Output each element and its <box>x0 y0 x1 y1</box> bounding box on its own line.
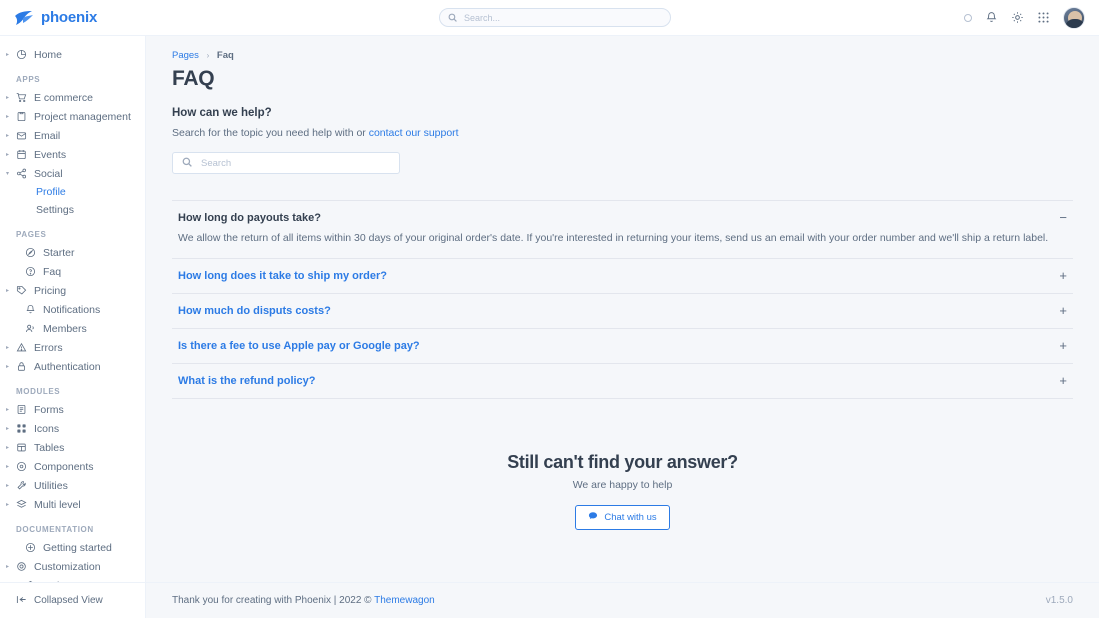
sidebar-item-icons[interactable] <box>0 419 145 438</box>
sidebar-item-customization[interactable] <box>0 557 145 576</box>
sidebar-item-label: Getting started <box>43 541 112 554</box>
faq-question[interactable]: How much do disputs costs? <box>178 304 331 317</box>
chat-with-us-button[interactable] <box>575 505 669 530</box>
collapsed-view-toggle[interactable] <box>0 582 145 618</box>
chevron-down-icon: ▾ <box>6 170 10 177</box>
sidebar-section-pages: PAGES <box>16 230 47 239</box>
sidebar-section-documentation: DOCUMENTATION <box>16 525 94 534</box>
sidebar-item-label: Icons <box>34 422 60 435</box>
nine-dots-grid-icon[interactable] <box>1037 11 1050 24</box>
gear-icon <box>16 561 27 572</box>
faq-question[interactable]: How long do payouts take? <box>178 212 322 224</box>
sidebar-item-label: Social <box>34 167 63 180</box>
chevron-right-icon: ▸ <box>6 113 10 120</box>
help-subtext-prefix: Search for the topic you need help with or <box>172 127 369 139</box>
faq-item <box>172 259 1073 294</box>
footer-text-wrap <box>172 595 435 606</box>
chevron-right-icon: ▸ <box>6 501 10 508</box>
sidebar-item-label: Utilities <box>34 479 68 492</box>
sidebar-item-label: Faq <box>43 265 62 278</box>
bell-icon <box>25 304 36 315</box>
chevron-right-icon: ▸ <box>6 151 10 158</box>
chevron-right-icon: ▸ <box>6 51 10 58</box>
sidebar-item-email[interactable] <box>0 126 145 145</box>
sidebar-item-label: Authentication <box>34 360 101 373</box>
avatar[interactable] <box>1063 7 1085 29</box>
faq-item <box>172 201 1073 259</box>
page-content <box>146 36 1099 582</box>
chevron-right-icon: ▸ <box>6 344 10 351</box>
sidebar-item-label: Events <box>34 148 67 161</box>
breadcrumb-separator-icon: › <box>206 51 210 60</box>
sidebar-item-components[interactable] <box>0 457 145 476</box>
sidebar-item-home[interactable] <box>0 45 145 64</box>
topnav-actions <box>964 7 1099 29</box>
sidebar-item-label: Settings <box>36 204 74 216</box>
sidebar-item-starter[interactable] <box>0 243 145 262</box>
clipboard-icon <box>16 111 27 122</box>
sidebar-item-project-management[interactable] <box>0 107 145 126</box>
sidebar-item-forms[interactable] <box>0 400 145 419</box>
search-icon <box>448 11 457 25</box>
collapse-icon <box>16 594 27 608</box>
collapsed-view-label: Collapsed View <box>34 595 103 606</box>
version-label: v1.5.0 <box>1045 595 1073 606</box>
search-icon <box>182 156 192 170</box>
sidebar-item-label: Multi level <box>34 498 81 511</box>
sidebar-item-settings[interactable] <box>0 201 145 219</box>
sidebar-item-label: Profile <box>36 186 66 198</box>
bell-icon[interactable] <box>985 11 998 24</box>
envelope-icon <box>16 130 27 141</box>
chat-with-us-label: Chat with us <box>604 511 657 523</box>
still-title: Still can't find your answer? <box>507 451 738 472</box>
sidebar-item-faq[interactable] <box>0 262 145 281</box>
chevron-right-icon: ▸ <box>6 287 10 294</box>
global-search[interactable] <box>439 8 671 27</box>
sidebar-item-label: Project management <box>34 110 131 123</box>
chat-bubble-icon <box>588 511 598 524</box>
footer-text: Thank you for creating with Phoenix | 2022 © <box>172 595 375 606</box>
chevron-right-icon: ▸ <box>6 94 10 101</box>
share-icon <box>16 168 27 179</box>
sidebar-item-getting-started[interactable] <box>0 538 145 557</box>
faq-toggle-icon[interactable]: + <box>1059 302 1067 318</box>
table-icon <box>16 442 27 453</box>
sidebar <box>0 36 146 618</box>
help-heading: How can we help? <box>172 107 272 119</box>
wrench-icon <box>16 480 27 491</box>
sidebar-item-e-commerce[interactable] <box>0 88 145 107</box>
chevron-right-icon: ▸ <box>6 463 10 470</box>
theme-toggle-icon[interactable] <box>964 14 972 22</box>
faq-toggle-icon[interactable]: + <box>1059 337 1067 353</box>
sidebar-item-members[interactable] <box>0 319 145 338</box>
sidebar-scroll <box>0 45 145 618</box>
faq-toggle-icon[interactable]: − <box>1059 210 1067 225</box>
topnav-search-area <box>146 8 964 27</box>
grid-icon <box>16 423 27 434</box>
people-icon <box>25 323 36 334</box>
brand[interactable] <box>0 9 146 26</box>
sidebar-item-label: Members <box>43 322 87 335</box>
page-title: FAQ <box>172 67 215 90</box>
sidebar-item-label: E commerce <box>34 91 93 104</box>
sidebar-item-label: Starter <box>43 246 75 259</box>
chevron-right-icon: ▸ <box>6 563 10 570</box>
faq-toggle-icon[interactable]: + <box>1059 372 1067 388</box>
sidebar-item-notifications[interactable] <box>0 300 145 319</box>
layers-icon <box>16 499 27 510</box>
sidebar-item-label: Email <box>34 129 61 142</box>
faq-item <box>172 364 1073 399</box>
chevron-right-icon: ▸ <box>6 406 10 413</box>
sidebar-item-pricing[interactable] <box>0 281 145 300</box>
main-area <box>146 36 1099 618</box>
chevron-right-icon: ▸ <box>6 132 10 139</box>
sidebar-item-errors[interactable] <box>0 338 145 357</box>
brand-name: phoenix <box>41 9 98 26</box>
help-subtext <box>172 127 1073 139</box>
form-icon <box>16 404 27 415</box>
sidebar-section-apps: APPS <box>16 75 41 84</box>
warning-triangle-icon <box>16 342 27 353</box>
pie-chart-icon <box>16 49 27 60</box>
faq-answer: We allow the return of all items within 30 days of your original order's date. If you're interested in returning your items, send us an email with your order number and we'll ship a return label. <box>178 232 1049 244</box>
faq-search-input[interactable] <box>199 157 390 170</box>
faq-item <box>172 294 1073 329</box>
faq-toggle-icon[interactable]: + <box>1059 267 1067 283</box>
still-need-help-section <box>172 452 1073 530</box>
question-circle-icon <box>25 266 36 277</box>
calendar-icon <box>16 149 27 160</box>
search-input[interactable] <box>462 12 662 24</box>
sidebar-item-events[interactable] <box>0 145 145 164</box>
breadcrumb-current: Faq <box>216 50 234 61</box>
breadcrumb <box>172 50 1073 61</box>
sidebar-item-utilities[interactable] <box>0 476 145 495</box>
sidebar-section-modules: MODULES <box>16 387 61 396</box>
faq-question[interactable]: What is the refund policy? <box>178 374 316 387</box>
cart-icon <box>16 92 27 103</box>
faq-list <box>172 200 1073 399</box>
chevron-right-icon: ▸ <box>6 444 10 451</box>
contact-support-link[interactable]: contact our support <box>368 127 459 139</box>
sidebar-item-label: Home <box>34 48 63 61</box>
top-navbar <box>0 0 1099 36</box>
body <box>0 36 1099 618</box>
sidebar-item-tables[interactable] <box>0 438 145 457</box>
rocket-icon <box>25 247 36 258</box>
chevron-right-icon: ▸ <box>6 425 10 432</box>
sidebar-item-multi-level[interactable] <box>0 495 145 514</box>
gear-icon[interactable] <box>1011 11 1024 24</box>
themewagon-link[interactable]: Themewagon <box>374 595 435 606</box>
sidebar-item-profile[interactable] <box>0 183 145 201</box>
puzzle-icon <box>16 461 27 472</box>
faq-item <box>172 329 1073 364</box>
sidebar-item-authentication[interactable] <box>0 357 145 376</box>
faq-question[interactable]: Is there a fee to use Apple pay or Google pay? <box>178 339 420 352</box>
book-icon <box>25 542 36 553</box>
chevron-right-icon: ▸ <box>6 482 10 489</box>
sidebar-item-label: Components <box>34 460 94 473</box>
phoenix-bird-icon <box>14 10 34 26</box>
faq-search[interactable] <box>172 152 400 174</box>
sidebar-item-label: Errors <box>34 341 63 354</box>
still-subtitle: We are happy to help <box>572 478 673 491</box>
tag-icon <box>16 285 27 296</box>
faq-question[interactable]: How long does it take to ship my order? <box>178 269 388 282</box>
lock-icon <box>16 361 27 372</box>
breadcrumb-pages[interactable]: Pages <box>172 50 199 61</box>
sidebar-item-label: Customization <box>34 560 101 573</box>
chevron-right-icon: ▸ <box>6 363 10 370</box>
sidebar-item-label: Notifications <box>43 303 101 316</box>
sidebar-item-label: Tables <box>34 441 65 454</box>
sidebar-item-label: Forms <box>34 403 64 416</box>
sidebar-item-social[interactable] <box>0 164 145 183</box>
sidebar-item-label: Pricing <box>34 284 67 297</box>
page-footer <box>146 582 1099 618</box>
